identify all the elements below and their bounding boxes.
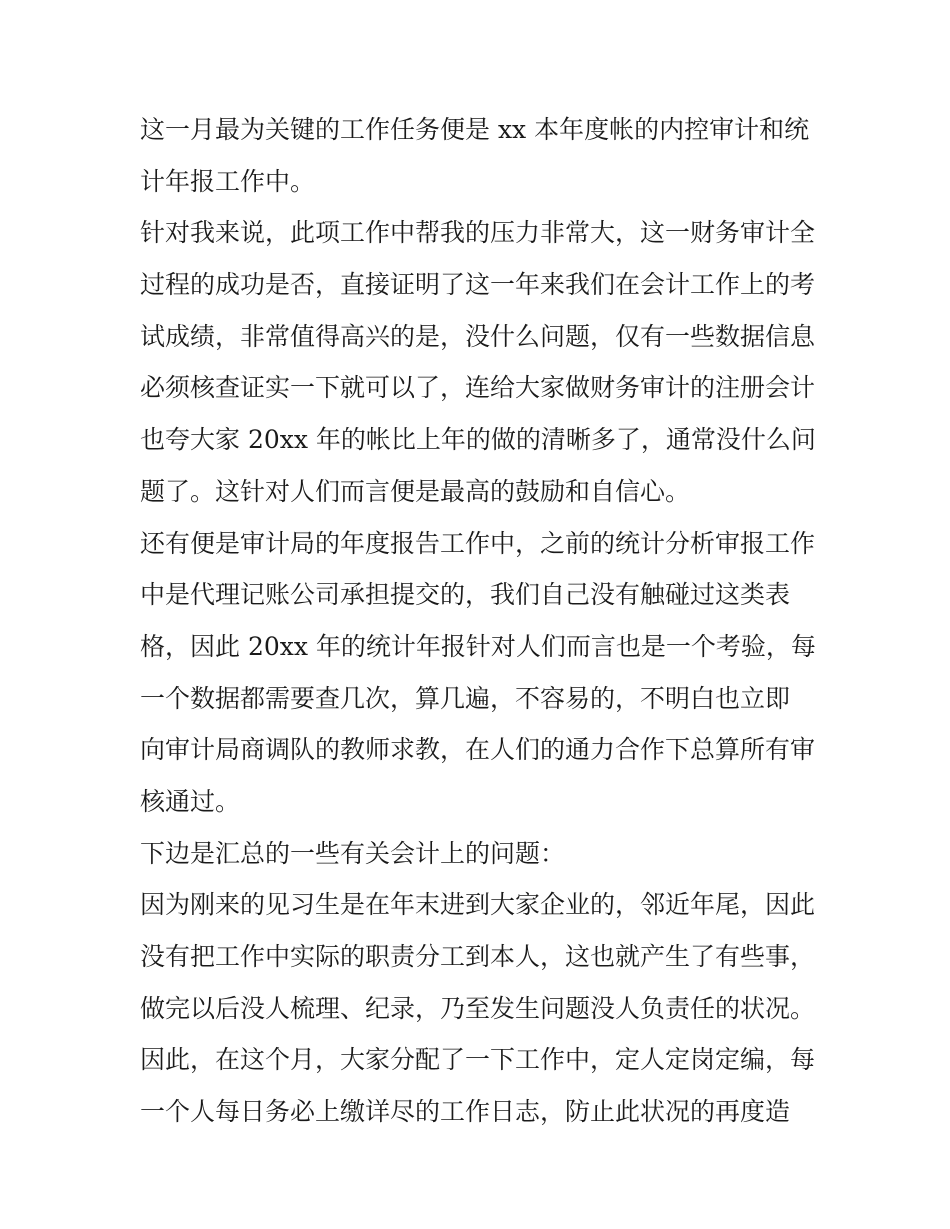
text-line: 一个数据都需要查几次，算几遍，不容易的，不明白也立即 xyxy=(140,683,791,713)
text-line: 下边是汇总的一些有关会计上的问题： xyxy=(140,838,566,868)
text-line: 必须核查证实一下就可以了，连给大家做财务审计的注册会计 xyxy=(140,373,816,403)
text-line: 题了。这针对人们而言便是最高的鼓励和自信心。 xyxy=(140,476,691,506)
text-line: 因为刚来的见习生是在年末进到大家企业的，邻近年尾，因此 xyxy=(140,890,816,920)
document-body xyxy=(140,104,820,1138)
text-line: 计年报工作中。 xyxy=(140,166,316,196)
text-line: 做完以后没人梳理、纪录，乃至发生问题没人负责任的状况。 xyxy=(140,993,816,1023)
text-line: 也夸大家 20xx 年的帐比上年的做的清晰多了，通常没什么问 xyxy=(140,425,816,455)
text-line: 中是代理记账公司承担提交的，我们自己没有触碰过这类表 xyxy=(140,580,791,610)
text-line: 因此，在这个月，大家分配了一下工作中，定人定岗定编，每 xyxy=(140,1045,816,1075)
text-line: 还有便是审计局的年度报告工作中，之前的统计分析审报工作 xyxy=(140,528,816,558)
text-line: 格，因此 20xx 年的统计年报针对人们而言也是一个考验，每 xyxy=(140,631,816,661)
text-line: 过程的成功是否，直接证明了这一年来我们在会计工作上的考 xyxy=(140,270,816,300)
text-line: 一个人每日务必上缴详尽的工作日志，防止此状况的再度造 xyxy=(140,1097,791,1127)
text-line: 核通过。 xyxy=(140,786,241,816)
text-line: 试成绩，非常值得高兴的是，没什么问题，仅有一些数据信息 xyxy=(140,321,816,351)
text-line: 没有把工作中实际的职责分工到本人，这也就产生了有些事， xyxy=(140,942,816,971)
text-line: 向审计局商调队的教师求教，在人们的通力合作下总算所有审 xyxy=(140,735,816,765)
text-line: 针对我来说，此项工作中帮我的压力非常大，这一财务审计全 xyxy=(140,218,816,248)
text-line: 这一月最为关键的工作任务便是 xx 本年度帐的内控审计和统 xyxy=(140,115,810,144)
